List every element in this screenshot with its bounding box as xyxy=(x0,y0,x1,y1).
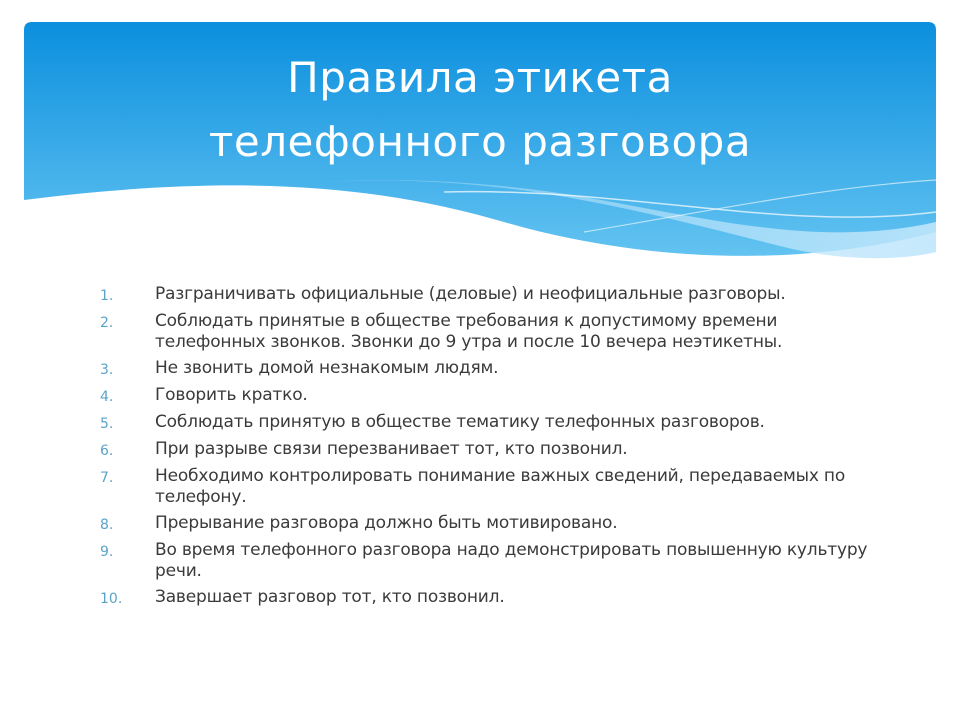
list-text: При разрыве связи перезванивает тот, кто позвонил. xyxy=(155,439,628,459)
title-line-2: телефонного разговора xyxy=(208,117,752,166)
list-text: Соблюдать принятые в обществе требования к допустимому времени телефонных звонков. Звонки до 9 утра и после 10 вечера неэтикетны. xyxy=(155,311,783,352)
list-number: 7. xyxy=(100,470,114,486)
list-item xyxy=(100,513,880,535)
list-text: Прерывание разговора должно быть мотивировано. xyxy=(155,513,618,533)
list-text: Завершает разговор тот, кто позвонил. xyxy=(155,587,505,607)
list-number: 10. xyxy=(100,591,123,607)
list-text: Разграничивать официальные (деловые) и неофициальные разговоры. xyxy=(155,284,786,304)
list-number: 9. xyxy=(100,544,114,560)
list-number: 5. xyxy=(100,416,114,432)
page-title xyxy=(24,46,936,174)
list-number: 8. xyxy=(100,517,114,533)
list-number: 4. xyxy=(100,389,114,405)
list-number: 6. xyxy=(100,443,114,459)
list-text: Не звонить домой незнакомым людям. xyxy=(155,358,499,378)
list-item xyxy=(100,385,880,407)
list-item xyxy=(100,466,880,508)
list-item xyxy=(100,412,880,434)
list-text: Соблюдать принятую в обществе тематику телефонных разговоров. xyxy=(155,412,765,432)
list-item xyxy=(100,311,880,353)
list-item xyxy=(100,439,880,461)
list-item xyxy=(100,358,880,380)
list-number: 1. xyxy=(100,288,114,304)
title-banner xyxy=(24,22,936,272)
title-line-1: Правила этикета xyxy=(287,53,673,102)
list-text: Необходимо контролировать понимание важных сведений, передаваемых по телефону. xyxy=(155,466,846,507)
list-text: Говорить кратко. xyxy=(155,385,308,405)
rules-list xyxy=(100,284,880,614)
list-item xyxy=(100,587,880,609)
list-number: 2. xyxy=(100,315,114,331)
list-number: 3. xyxy=(100,362,114,378)
list-item xyxy=(100,284,880,306)
list-text: Во время телефонного разговора надо демонстрировать повышенную культуру речи. xyxy=(155,540,868,581)
list-item xyxy=(100,540,880,582)
